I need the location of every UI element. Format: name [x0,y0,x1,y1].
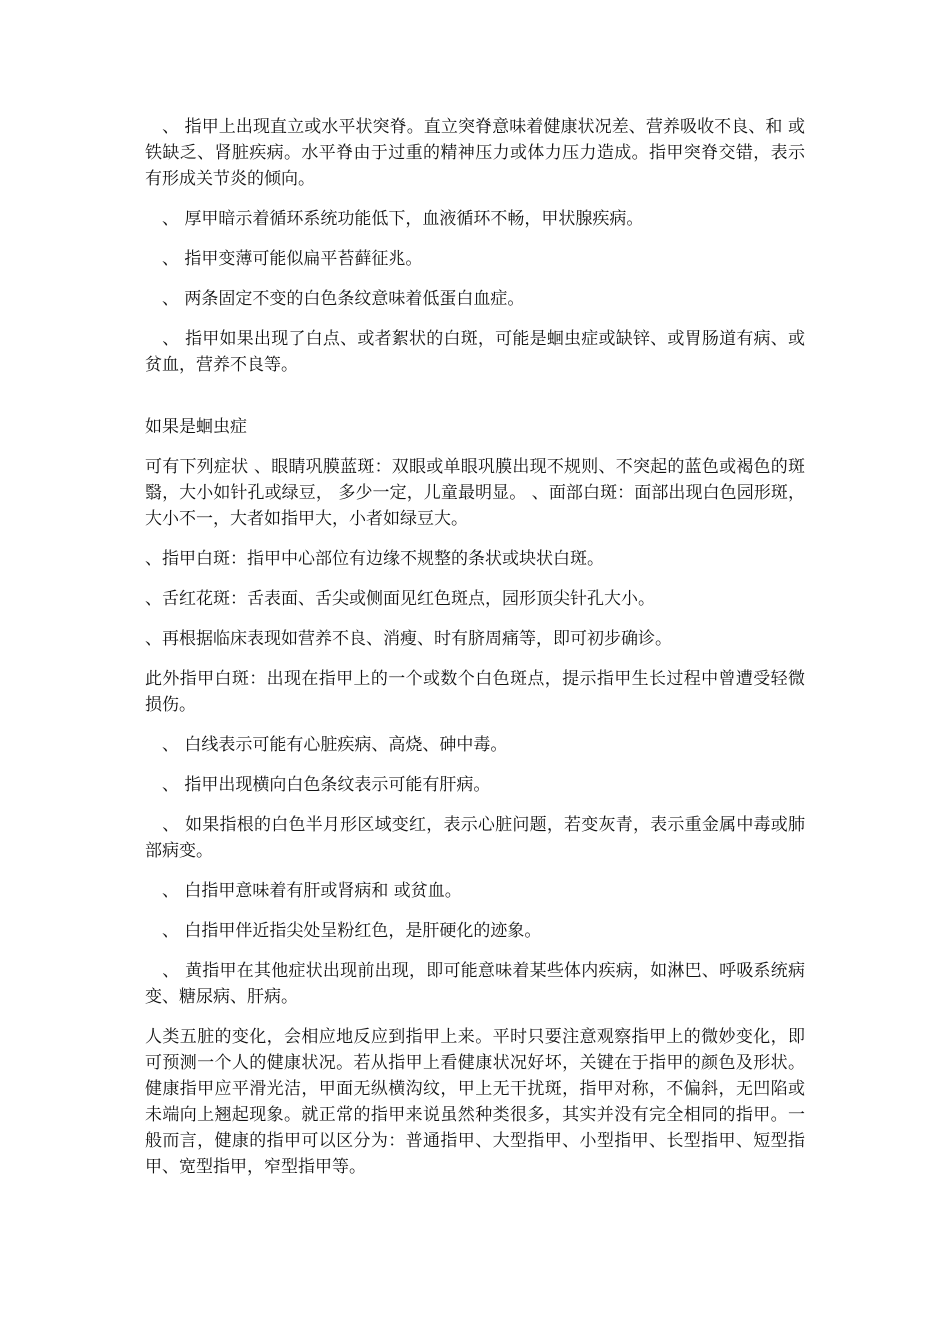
paragraph-pink-tip: 、 白指甲伴近指尖处呈粉红色，是肝硬化的迹象。 [145,921,542,941]
paragraph-symptoms: 可有下列症状 、眼睛巩膜蓝斑：双眼或单眼巩膜出现不规则、不突起的蓝色或褐色的斑翳，大小如针孔或绿豆， 多少一定，儿童最明显。 、面部白斑：面部出现白色园形斑，大小不一，大者如指甲大，小者如绿豆大。 [145,457,805,529]
paragraph-thin-nail: 、 指甲变薄可能似扁平苔藓征兆。 [145,249,423,269]
paragraph-white-nail: 、 白指甲意味着有肝或肾病和 或贫血。 [145,881,462,901]
paragraph-white-lines: 、 白线表示可能有心脏疾病、高烧、砷中毒。 [145,735,508,755]
paragraph-yellow-nail: 、 黄指甲在其他症状出现前出现，即可能意味着某些体内疾病，如淋巴、呼吸系统病变、糖尿病、肝病。 [145,961,805,1007]
paragraph-nail-ridges: 、 指甲上出现直立或水平状突脊。直立突脊意味着健康状况差、营养吸收不良、和 或铁缺乏、肾脏疾病。水平脊由于过重的精神压力或体力压力造成。指甲突脊交错，表示有形成关节炎的倾向。 [145,117,805,189]
document-body [145,114,805,1194]
paragraph-tongue-spots: 、舌红花斑：舌表面、舌尖或侧面见红色斑点，园形顶尖针孔大小。 [145,589,655,609]
paragraph-thick-nail: 、 厚甲暗示着循环系统功能低下，血液循环不畅，甲状腺疾病。 [145,209,644,229]
paragraph-diagnosis: 、再根据临床表现如营养不良、消瘦、时有脐周痛等，即可初步确诊。 [145,629,672,649]
paragraph-lunula: 、 如果指根的白色半月形区域变红，表示心脏问题，若变灰青，表示重金属中毒或肺部病变。 [145,815,805,861]
paragraph-white-spots: 、 指甲如果出现了白点、或者絮状的白斑，可能是蛔虫症或缺锌、或胃肠道有病、或贫血，营养不良等。 [145,329,805,375]
paragraph-white-stripes: 、 两条固定不变的白色条纹意味着低蛋白血症。 [145,289,525,309]
paragraph-summary: 人类五脏的变化，会相应地反应到指甲上来。平时只要注意观察指甲上的微妙变化，即可预测一个人的健康状况。若从指甲上看健康状况好坏，关键在于指甲的颜色及形状。健康指甲应平滑光洁，甲面无纵横沟纹，甲上无干扰斑，指甲对称，不偏斜，无凹陷或未端向上翘起现象。就正常的指甲来说虽然种类很多，其实并没有完全相同的指甲。一般而言，健康的指甲可以区分为：普通指甲、大型指甲、小型指甲、长型指甲、短型指甲、宽型指甲，窄型指甲等。 [145,1027,805,1177]
paragraph-horizontal-white: 、 指甲出现横向白色条纹表示可能有肝病。 [145,775,491,795]
section-heading: 如果是蛔虫症 [145,417,247,437]
paragraph-nail-white-patch: 、指甲白斑：指甲中心部位有边缘不规整的条状或块状白斑。 [145,549,604,569]
paragraph-white-spots-injury: 此外指甲白斑：出现在指甲上的一个或数个白色斑点，提示指甲生长过程中曾遭受轻微损伤。 [145,669,805,715]
